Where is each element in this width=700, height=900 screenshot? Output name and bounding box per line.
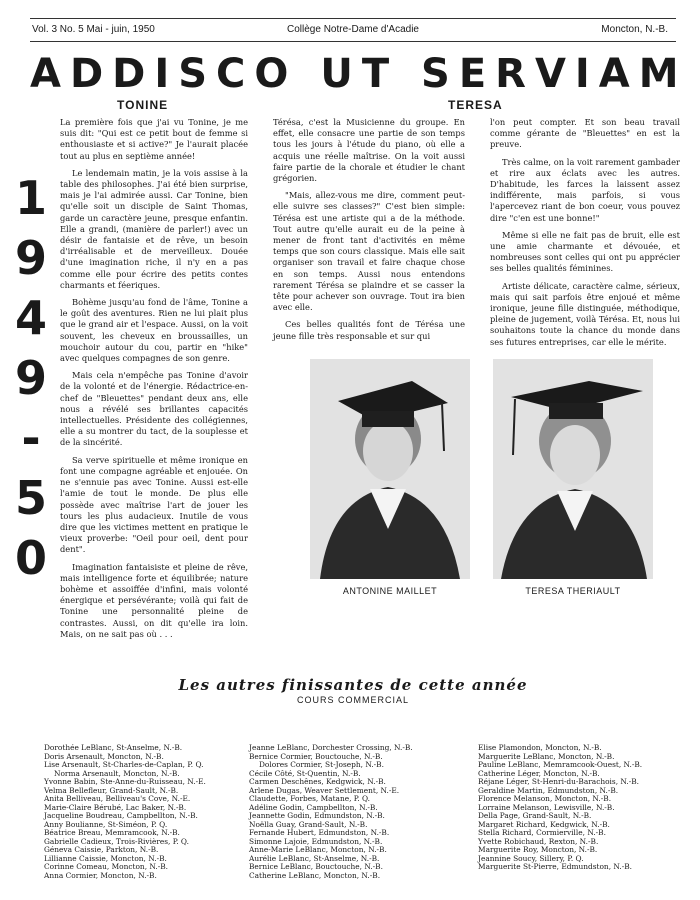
list-item: Yvette Robichaud, Rexton, N.-B. xyxy=(478,836,599,846)
graduates-column xyxy=(478,744,642,872)
list-item: Adéline Godin, Campbellton, N.-B. xyxy=(249,802,378,812)
list-item: Aurélie LeBlanc, St-Anselme, N.-B. xyxy=(249,853,380,863)
list-item: Catherine LeBlanc, Moncton, N.-B. xyxy=(249,870,381,880)
list-item: Anny Boulianne, St-Siméon, P. Q. xyxy=(44,819,168,829)
list-item: Anita Belliveau, Belliveau's Cove, N.-E. xyxy=(44,794,191,803)
list-item: Géneva Caissie, Parkton, N.-B. xyxy=(44,845,159,854)
article-paragraph: Bohème jusqu'au fond de l'âme, Tonine a le goût des aventures. Rien ne lui plait plus que le grand air et l'espace. Aussi, on la voit souvent, les cheveux en broussailles, un mouchoir autour du cou, partir en "hike" avec quelques compagnes de son genre. xyxy=(60,297,248,364)
list-item: Della Page, Grand-Sault, N.-B. xyxy=(478,811,592,820)
list-item: Marguerite Roy, Moncton, N.-B. xyxy=(478,845,598,854)
list-item: Claudette, Forbes, Matane, P. Q. xyxy=(249,794,370,803)
list-item: Anne-Marie LeBlanc, Moncton, N.-B. xyxy=(249,845,387,854)
list-item: Corinne Comeau, Moncton, N.-B. xyxy=(44,862,169,871)
masthead-place: Moncton, N.-B. xyxy=(601,24,668,35)
masthead-issue: Vol. 3 No. 5 Mai - juin, 1950 xyxy=(32,24,155,35)
article-paragraph: Ces belles qualités font de Térésa une jeune fille très responsable et sur qui xyxy=(273,319,465,341)
list-item: Velma Bellefleur, Grand-Sault, N.-B. xyxy=(44,785,179,795)
teresa-heading: TERESA xyxy=(448,98,503,112)
year-digit: 0 xyxy=(14,531,47,585)
list-item: Lise Arsenault, St-Charles-de-Caplan, P. Q. xyxy=(44,760,204,769)
year-digit: 9 xyxy=(14,351,47,405)
year-digit: 9 xyxy=(14,231,47,285)
list-item: Florence Melanson, Moncton, N.-B. xyxy=(478,794,612,803)
list-item: Catherine Léger, Moncton, N.-B. xyxy=(478,768,600,778)
list-item: Dorothée LeBlanc, St-Anselme, N.-B. xyxy=(44,743,183,752)
article-paragraph: Mais cela n'empêche pas Tonine d'avoir de la volonté et de l'énergie. Rédactrice-en-chef de "Bleuettes" pendant deux ans, elle nous a révélé ses brillantes capacités intellectuelles. Présidente des collégiennes, elle a su montrer du tact, de la souplesse et de la sincérité. xyxy=(60,370,248,448)
tonine-heading: TONINE xyxy=(117,98,169,112)
article-paragraph: l'on peut compter. Et son beau travail comme gérante de "Bleuettes" en est la preuve. xyxy=(490,117,680,150)
portrait-photo-antonine xyxy=(310,359,470,579)
list-item: Jacqueline Boudreau, Campbellton, N.-B. xyxy=(44,811,198,820)
masthead xyxy=(30,18,676,42)
article-paragraph: Même si elle ne fait pas de bruit, elle est une amie charmante et dévouée, et nombreuses sont celles qui ont pu apprécier ses belles qualités féminines. xyxy=(490,229,680,274)
list-item: Gabrielle Cadieux, Trois-Rivières, P. Q. xyxy=(44,836,189,846)
list-item: Margaret Richard, Kedgwick, N.-B. xyxy=(478,819,610,829)
article-paragraph: "Mais, allez-vous me dire, comment peut-elle suivre ses classes?" C'est bien simple: Térésa est une artiste qui a de la méthode. Tout autre qu'elle aurait eu de la peine à mener de front tant d'activités en même temps que son cours classique. Mais elle sait organiser son travail et faire chaque chose en son temps. Aussi nous entendons rarement Térésa se plaindre et se casser la tête pour achever son ouvrage. Tout ira bien avec elle. xyxy=(273,190,465,313)
graduates-column xyxy=(249,744,413,880)
list-item: Noëlla Guay, Grand-Sault, N.-B. xyxy=(249,819,368,829)
list-item: Carmen Deschênes, Kedgwick, N.-B. xyxy=(249,777,386,786)
year-vertical xyxy=(14,168,48,588)
article-paragraph: La première fois que j'ai vu Tonine, je me suis dit: "Qui est ce petit bout de femme si enthousiaste et si active?" Je l'aurait placée tout au plus en septième année! xyxy=(60,117,248,161)
list-item: Cécile Côté, St-Quentin, N.-B. xyxy=(249,768,361,778)
list-item: Yvonne Babin, Ste-Anne-du-Ruisseau, N.-E. xyxy=(44,777,206,786)
graduates-column xyxy=(44,744,206,880)
article-paragraph: Imagination fantaisiste et pleine de rêve, mais intelligence forte et équilibrée; nature bohème et assoiffée d'infini, mais volonté énergique et persévérante; voilà qui fait de Tonine une personnalité pleine de contrastes. Aussi, on dit qu'elle ira loin. Mais, on ne sait pas où . . . xyxy=(60,561,248,639)
year-digit: 1 xyxy=(14,171,47,225)
teresa-article-left xyxy=(273,117,465,348)
list-item: Stella Richard, Cormierville, N.-B. xyxy=(478,828,606,837)
photo-caption: ANTONINE MAILLET xyxy=(342,586,438,596)
list-item: Lorraine Melanson, Lewisville, N.-B. xyxy=(478,802,615,812)
list-item: Fernande Hubert, Edmundston, N.-B. xyxy=(249,828,390,837)
year-digit: 4 xyxy=(14,291,47,345)
list-item: Geraldine Martin, Edmundston, N.-B. xyxy=(478,785,619,795)
list-item: Béatrice Breau, Memramcook, N.-B. xyxy=(44,828,180,837)
list-item: Bernice LeBlanc, Bouctouche, N.-B. xyxy=(249,862,383,871)
teresa-article-right xyxy=(490,117,680,354)
portrait-photo-teresa xyxy=(493,359,653,579)
list-item: Simonne Lajoie, Edmundston, N.-B. xyxy=(249,836,383,846)
others-subtitle: COURS COMMERCIAL xyxy=(296,695,409,705)
list-item: Marguerite LeBlanc, Moncton, N.-B. xyxy=(478,751,615,761)
list-item: Norma Arsenault, Moncton, N.-B. xyxy=(54,768,180,778)
list-item: Doris Arsenault, Moncton, N.-B. xyxy=(44,751,164,761)
year-dash: - xyxy=(21,411,41,465)
list-item: Bernice Cormier, Bouctouche, N.-B. xyxy=(249,751,383,761)
article-paragraph: Sa verve spirituelle et même ironique en font une compagne agréable et enjouée. On ne s'ennuie pas avec Tonine. Aussi est-elle l'amie de tout le monde. De plus elle possède avec maîtrise l'art de jouer les tours les plus audacieux. Inutile de vous dire que les victimes mettent en pratique le vieux proverbe: "Oeil pour oeil, dent pour dent". xyxy=(60,454,248,555)
masthead-school: Collège Notre-Dame d'Acadie xyxy=(287,24,419,35)
article-paragraph: Artiste délicate, caractère calme, sérieux, mais qui sait parfois être enjoué et même ironique, jeune fille distinguée, méthodique, pleine de jugement, voilà Térésa. Et, nous lui souhaitons toute la chance du monde dans ses futures entreprises, car elle le mérite. xyxy=(490,280,680,347)
page-title: ADDISCO UT SERVIAM xyxy=(30,51,688,97)
list-item: Marguerite St-Pierre, Edmundston, N.-B. xyxy=(478,862,633,871)
list-item: Jeannine Soucy, Sillery, P. Q. xyxy=(478,853,584,863)
tonine-article xyxy=(60,117,248,646)
portrait-graphic xyxy=(493,359,653,579)
list-item: Pauline LeBlanc, Memramcook-Ouest, N.-B. xyxy=(478,760,643,769)
list-item: Réjane Léger, St-Henri-du-Barachois, N.-B. xyxy=(478,777,640,786)
list-item: Marie-Claire Bérubé, Lac Baker, N.-B. xyxy=(44,802,187,812)
list-item: Elise Plamondon, Moncton, N.-B. xyxy=(478,743,602,752)
year-digit: 5 xyxy=(14,471,47,525)
article-paragraph: Très calme, on la voit rarement gambader et rire aux éclats avec les autres. D'habitude, les farces la laissent assez indifférente, mais parfois, si vous l'apercevez riant de bon coeur, vous pouvez dire "c'en est une bonne!" xyxy=(490,156,680,223)
article-paragraph: Le lendemain matin, je la vois assise à la table des philosophes. J'ai été bien surprise, mais je l'ai admirée aussi. Car Tonine, bien qu'elle soit un disciple de Saint Thomas, garde un caractère jeune, presque enfantin. Elle a grandi, (manière de parler!) avec un désir de fantaisie et de rêve, un besoin d'irréalisable et de merveilleux. Douée d'une imagination riche, il n'y en a pas comme elle pour écrire des petits contes charmants et féeriques. xyxy=(60,167,248,290)
list-item: Lillianne Caissie, Moncton, N.-B. xyxy=(44,853,167,863)
portrait-graphic xyxy=(310,359,470,579)
article-paragraph: Térésa, c'est la Musicienne du groupe. En effet, elle consacre une partie de son temps tous les jours à l'étude du piano, où elle a acquis une réelle maîtrise. On la voit aussi faire partie de la chorale et étudier le chant grégorien. xyxy=(273,117,465,184)
list-item: Jeanne LeBlanc, Dorchester Crossing, N.-B. xyxy=(249,743,413,752)
list-item: Anna Cormier, Moncton, N.-B. xyxy=(44,870,157,880)
list-item: Dolores Cormier, St-Joseph, N.-B. xyxy=(259,760,384,769)
photo-caption: TERESA THERIAULT xyxy=(525,586,621,596)
list-item: Arlene Dugas, Weaver Settlement, N.-E. xyxy=(249,785,400,795)
list-item: Jeannette Godin, Edmundston, N.-B. xyxy=(249,811,385,820)
others-title: Les autres finissantes de cette année xyxy=(178,676,528,694)
